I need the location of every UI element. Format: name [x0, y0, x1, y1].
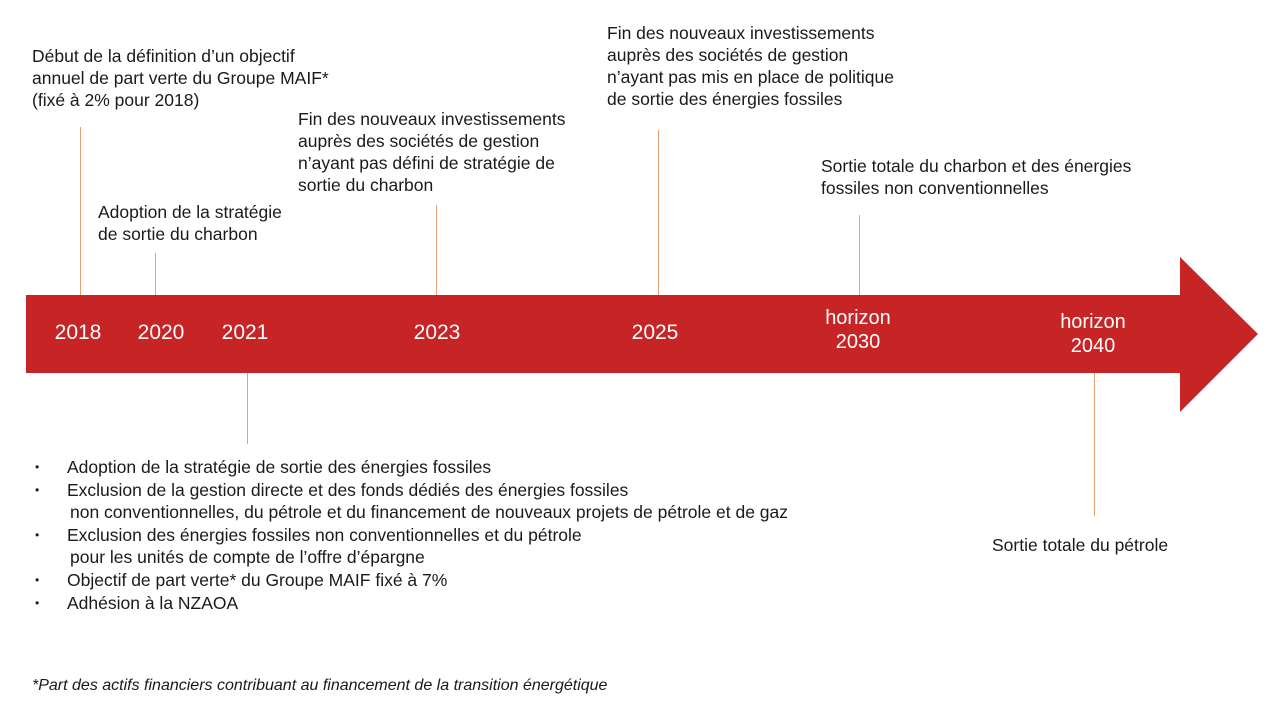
milestone-2018-line: Début de la définition d’un objectif — [32, 46, 295, 66]
milestone-2025-line: auprès des sociétés de gestion — [607, 45, 849, 65]
list-item — [30, 524, 788, 569]
milestone-2020 — [98, 201, 282, 245]
list-item-text: pour les unités de compte de l’offre d’épargne — [70, 547, 425, 568]
year-2025-label: 2025 — [631, 321, 679, 344]
bullet-icon: • — [35, 572, 40, 587]
milestone-2030-line: Sortie totale du charbon et des énergies — [821, 156, 1132, 176]
milestone-2040 — [992, 534, 1168, 556]
year-2023 — [407, 321, 467, 345]
list-item-text: Adhésion à la NZAOA — [67, 592, 239, 613]
milestone-2030-line: fossiles non conventionnelles — [821, 178, 1049, 198]
bullet-icon: • — [35, 595, 40, 610]
list-item — [30, 592, 788, 615]
year-2020-label: 2020 — [137, 321, 185, 344]
list-item — [30, 456, 788, 479]
milestone-2021-list — [30, 456, 788, 614]
connector-2025 — [658, 130, 659, 295]
milestone-2025-line: de sortie des énergies fossiles — [607, 89, 843, 109]
year-2040-label: 2040 — [1070, 335, 1116, 357]
milestone-2030 — [821, 155, 1131, 199]
year-2030-prefix: horizon — [825, 307, 891, 329]
connector-2020 — [155, 253, 156, 295]
milestone-2018-line: (fixé à 2% pour 2018) — [32, 90, 200, 110]
milestone-2023-line: n’ayant pas défini de stratégie de — [298, 153, 555, 173]
list-item — [30, 479, 788, 524]
milestone-2025 — [607, 22, 894, 110]
year-2021 — [215, 321, 275, 345]
year-2040 — [1048, 310, 1138, 358]
year-2030-label: 2030 — [835, 331, 881, 353]
connector-2018 — [80, 127, 81, 295]
connector-2021 — [247, 373, 248, 444]
milestone-2023-line: auprès des sociétés de gestion — [298, 131, 540, 151]
connector-2040 — [1094, 373, 1095, 516]
year-2021-label: 2021 — [221, 321, 269, 344]
milestone-2020-line: Adoption de la stratégie — [98, 202, 282, 222]
milestone-2023-line: Fin des nouveaux investissements — [298, 109, 566, 129]
year-2020 — [131, 321, 191, 345]
milestone-2040-line: Sortie totale du pétrole — [992, 535, 1169, 555]
year-2040-prefix: horizon — [1060, 311, 1126, 333]
list-item-text: Adoption de la stratégie de sortie des énergies fossiles — [67, 457, 492, 477]
milestone-2018 — [32, 45, 329, 111]
bullet-icon: • — [35, 482, 40, 497]
year-2030 — [813, 306, 903, 354]
milestone-2025-line: Fin des nouveaux investissements — [607, 23, 875, 43]
milestone-2018-line: annuel de part verte du Groupe MAIF* — [32, 68, 329, 88]
list-item-text: Exclusion des énergies fossiles non conventionnelles et du pétrole — [67, 524, 582, 545]
year-2018 — [48, 321, 108, 345]
milestone-2025-line: n’ayant pas mis en place de politique — [607, 67, 894, 87]
milestone-2023-line: sortie du charbon — [298, 175, 434, 195]
list-item — [30, 569, 788, 592]
bullet-icon: • — [35, 460, 40, 474]
list-item-text: Exclusion de la gestion directe et des fonds dédiés des énergies fossiles — [67, 479, 629, 500]
connector-2023 — [436, 205, 437, 295]
milestone-2020-line: de sortie du charbon — [98, 224, 258, 244]
footnote: *Part des actifs financiers contribuant au financement de la transition énergétique — [32, 677, 608, 694]
list-item-text: Objectif de part verte* du Groupe MAIF fixé à 7% — [67, 569, 448, 590]
year-2018-label: 2018 — [54, 321, 102, 344]
connector-2030 — [859, 215, 860, 295]
year-2023-label: 2023 — [413, 321, 461, 344]
year-2025 — [625, 321, 685, 345]
bullet-icon: • — [35, 527, 40, 542]
list-item-text: non conventionnelles, du pétrole et du financement de nouveaux projets de pétrole et de gaz — [70, 502, 789, 523]
milestone-2023 — [298, 108, 566, 196]
